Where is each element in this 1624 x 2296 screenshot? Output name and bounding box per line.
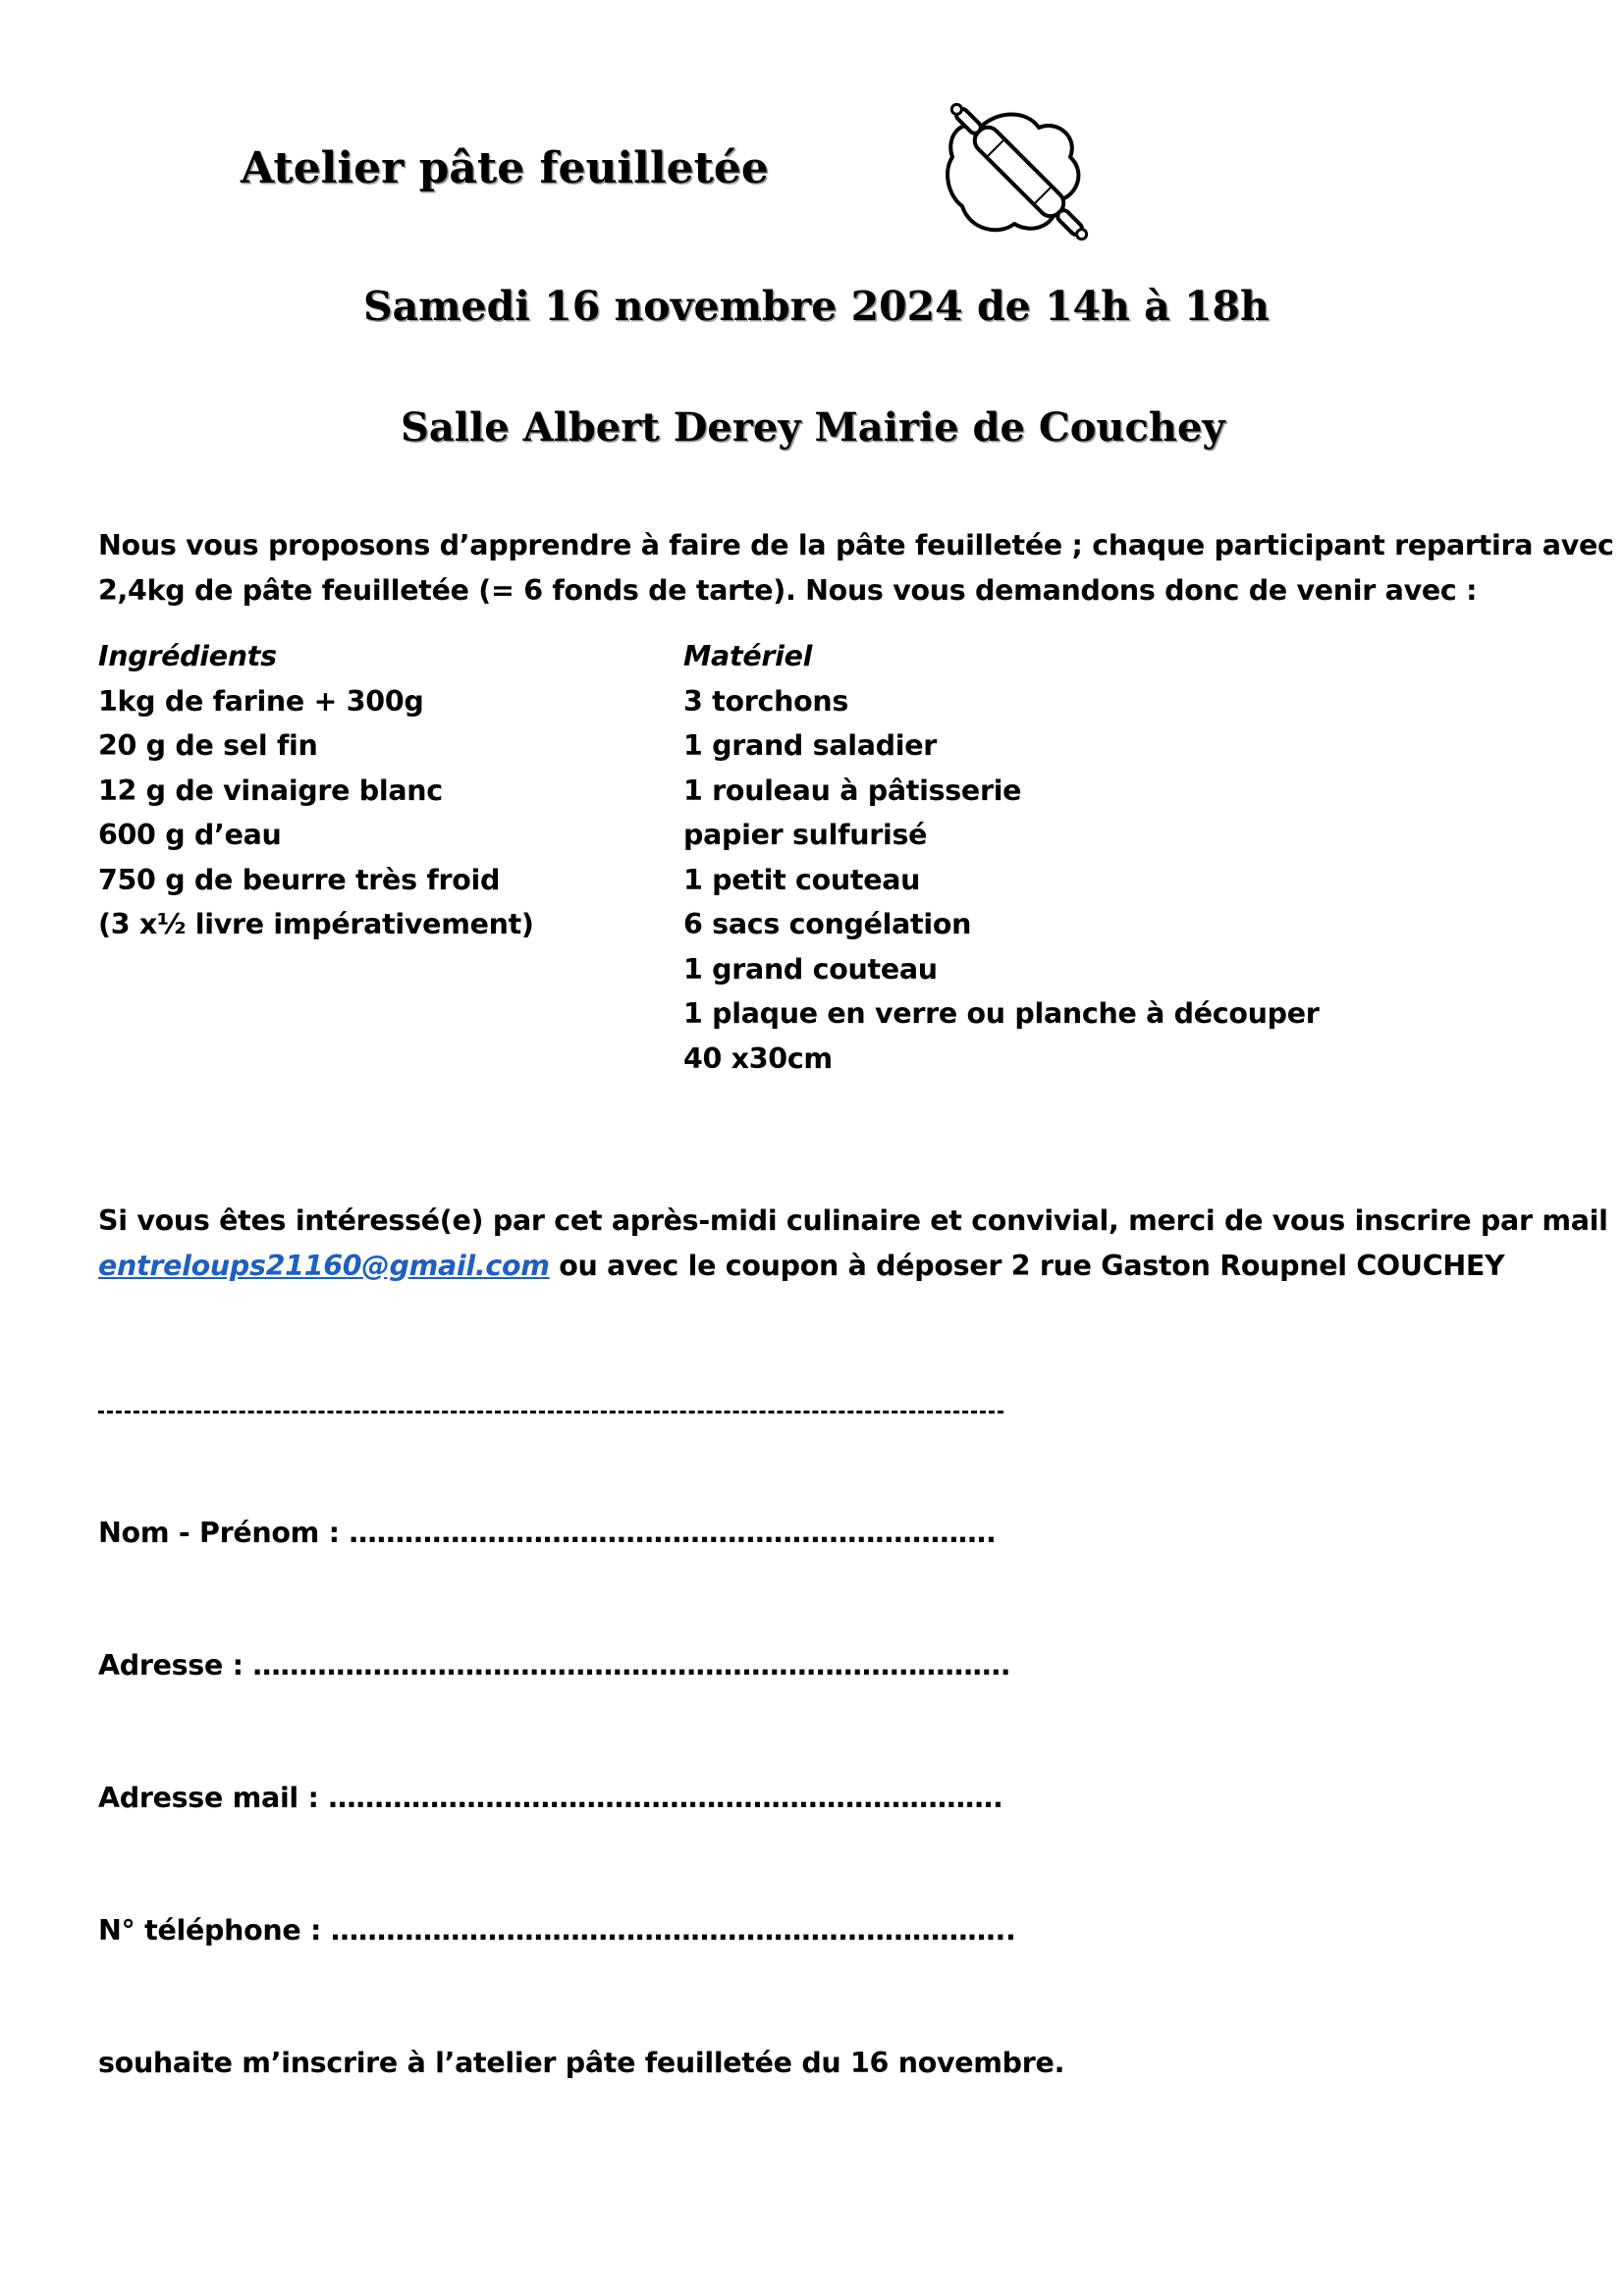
list-item: 3 torchons [683,684,849,718]
signup-line [98,1244,1608,1289]
list-item: 1kg de farine + 300g [98,684,424,718]
event-date: Samedi 16 novembre 2024 de 14h à 18h [363,283,1270,330]
signup-line: Si vous êtes intéressé(e) par cet après-midi culinaire et convivial, merci de vous inscrire par mail [98,1204,1608,1237]
list-item: 1 grand couteau [683,952,938,986]
email-link[interactable]: entreloups21160@gmail.com [98,1249,550,1282]
list-item: 1 grand saladier [683,729,938,762]
materials-list [683,679,1320,1082]
intro-paragraph [98,523,1614,613]
address-field[interactable]: Adresse : ………………………………………………………………………. [98,1649,1011,1682]
list-item: papier sulfurisé [683,819,928,851]
list-item: 600 g d’eau [98,819,282,851]
list-item: 750 g de beurre très froid [98,863,501,896]
signup-line-rest: ou avec le coupon à déposer 2 rue Gaston Roupnel COUCHEY [549,1249,1505,1282]
ingredients-list [98,679,534,947]
event-venue: Salle Albert Derey Mairie de Couchey [401,404,1225,451]
intro-line: 2,4kg de pâte feuilletée (= 6 fonds de tarte). Nous vous demandons donc de venir avec : [98,573,1478,607]
closing-statement: souhaite m’inscrire à l’atelier pâte feuilletée du 16 novembre. [98,2047,1065,2079]
rolling-pin-dough-icon [941,98,1098,245]
page-title: Atelier pâte feuilletée [241,143,769,193]
list-item: 12 g de vinaigre blanc [98,774,443,807]
list-item: 1 rouleau à pâtisserie [683,774,1022,807]
list-item: (3 x½ livre impérativement) [98,908,534,940]
list-item: 6 sacs congélation [683,908,972,940]
coupon-cut-line [98,1411,1003,1414]
materials-column [683,634,1320,1081]
ingredients-column [98,634,534,947]
list-item: 1 petit couteau [683,863,921,896]
materials-heading: Matériel [683,640,813,672]
list-item: 1 plaque en verre ou planche à découper [683,997,1320,1030]
ingredients-heading: Ingrédients [98,640,277,672]
list-item: 40 x30cm [683,1041,833,1075]
signup-paragraph [98,1199,1608,1288]
name-field[interactable]: Nom - Prénom : ……………………………………………………………. [98,1517,997,1549]
phone-field[interactable]: N° téléphone : ……………………………………………………………….. [98,1914,1016,1947]
email-field[interactable]: Adresse mail : ………………………………………………………………. [98,1782,1003,1814]
list-item: 20 g de sel fin [98,729,318,762]
intro-line: Nous vous proposons d’apprendre à faire de la pâte feuilletée ; chaque participant repartira avec [98,529,1614,561]
